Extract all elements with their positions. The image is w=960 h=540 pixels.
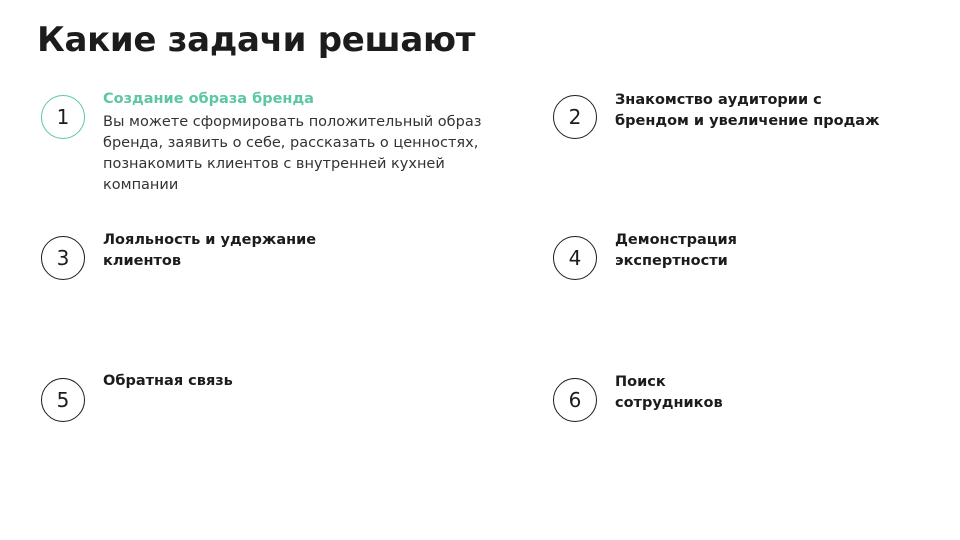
item-4-number-badge: 4 [553, 236, 597, 280]
item-4-title: Демонстрация экспертности [615, 232, 737, 269]
item-5 [103, 371, 503, 392]
slide-title: Какие задачи решают [37, 20, 476, 60]
item-1-number-badge: 1 [41, 95, 85, 139]
item-5-number-badge: 5 [41, 378, 85, 422]
item-5-title: Обратная связь [103, 373, 233, 389]
item-1-title: Создание образа бренда [103, 91, 314, 107]
item-2 [615, 90, 960, 132]
item-6-number-badge: 6 [553, 378, 597, 422]
item-6 [615, 372, 960, 414]
item-3 [103, 230, 503, 272]
item-1-description: Вы можете сформировать положительный образ бренда, заявить о себе, рассказать о ценностях, познакомить клиентов с внутренней кухней компании [103, 114, 482, 193]
item-1 [103, 89, 503, 196]
item-3-title: Лояльность и удержание клиентов [103, 232, 317, 269]
item-2-title: Знакомство аудитории с брендом и увеличение продаж [615, 92, 880, 129]
item-4 [615, 230, 960, 272]
item-2-number-badge: 2 [553, 95, 597, 139]
item-3-number-badge: 3 [41, 236, 85, 280]
item-6-title: Поиск сотрудников [615, 374, 723, 411]
